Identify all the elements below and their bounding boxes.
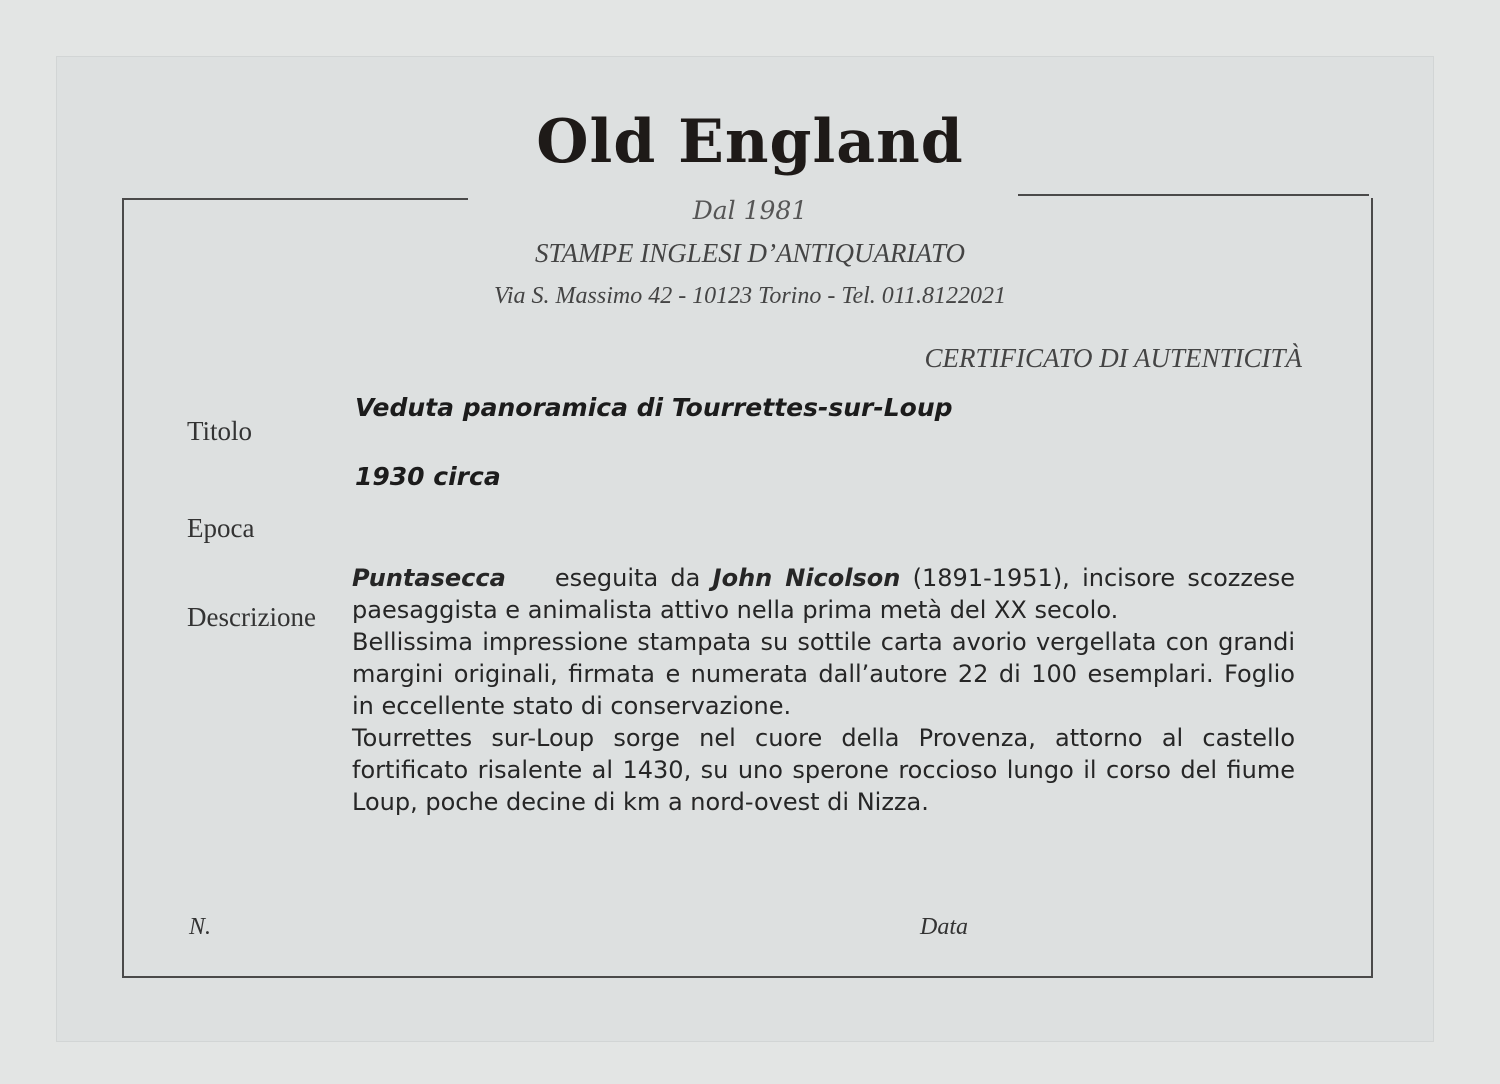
description-paragraph-1 [352, 562, 1295, 626]
date-label: Data [920, 914, 968, 940]
descrizione-label: Descrizione [187, 602, 316, 632]
description-paragraph-2: Bellissima impressione stampata su sottile carta avorio vergellata con grandi margini originali, firmata e numerata dall’autore 22 di 100 esemplari. Foglio in eccellente stato di conservazione. [352, 628, 1295, 720]
artist-bio-text: (1891-1951), incisore scozzese paesaggista e animalista attivo nella prima metà del XX secolo. [352, 564, 1296, 624]
since-signature: Dal 1981 [692, 196, 808, 225]
description-block [352, 562, 1295, 818]
shop-subtitle: STAMPE INGLESI D’ANTIQUARIATO [535, 238, 965, 268]
description-paragraph-3: Tourrettes sur-Loup sorge nel cuore della Provenza, attorno al castello fortificato risalente al 1430, su uno sperone roccioso lungo il corso del fiume Loup, poche decine di km a nord-ovest di Nizza. [352, 724, 1295, 816]
shop-address: Via S. Massimo 42 - 10123 Torino - Tel. 011.8122021 [493, 283, 1007, 309]
titolo-label: Titolo [187, 416, 253, 446]
certificate-title: CERTIFICATO DI AUTENTICITÀ [924, 343, 1302, 373]
executed-by-text: eseguita da [554, 564, 701, 592]
brand-logo: Old England [536, 107, 964, 177]
epoca-value: 1930 circa [355, 462, 501, 491]
titolo-value: Veduta panoramica di Tourrettes-sur-Loup [355, 393, 953, 422]
frame-top-right-rule [1018, 194, 1369, 196]
epoca-label: Epoca [187, 513, 255, 543]
technique-text: Puntasecca [352, 564, 506, 592]
number-label: N. [189, 914, 212, 940]
frame-top-left-rule [122, 198, 468, 200]
artist-name: John Nicolson [712, 564, 901, 592]
